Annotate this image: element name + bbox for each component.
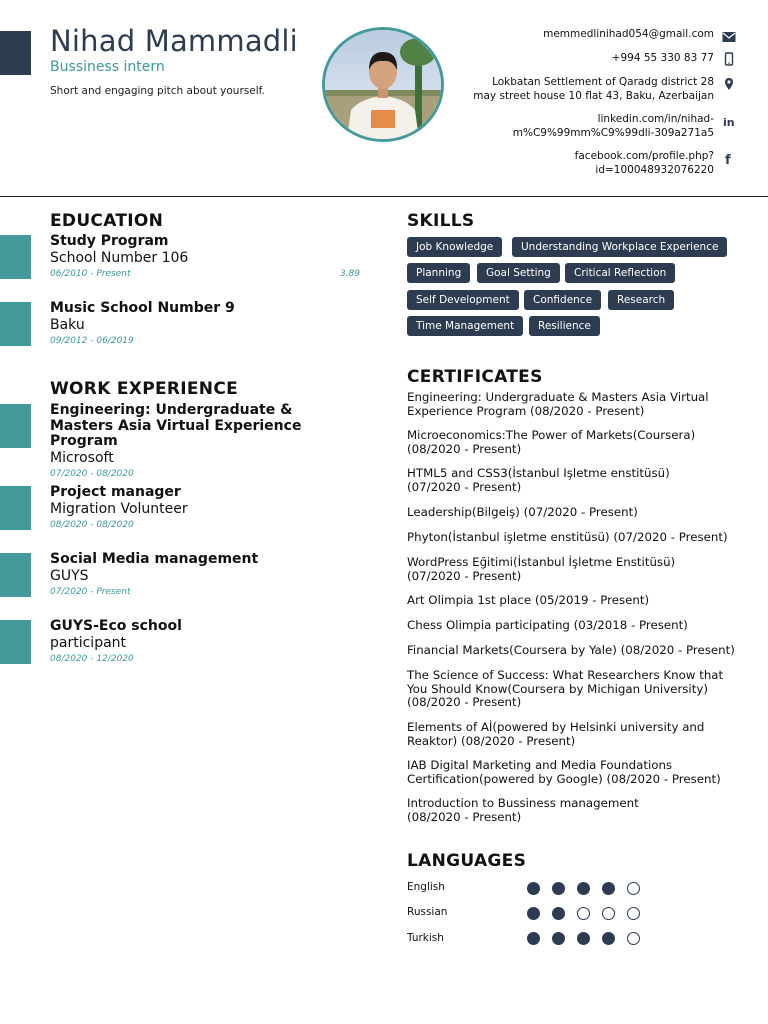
certificate-item: Chess Olimpia participating (03/2018 - Present) xyxy=(407,618,688,632)
profile-photo xyxy=(322,27,444,142)
certificate-item: Engineering: Undergraduate & Masters Asia Virtual Experience Program (08/2020 - Present) xyxy=(407,390,709,418)
education-accent-bar xyxy=(0,235,31,279)
work-accent-bar xyxy=(0,404,31,448)
skill-tag: Job Knowledge xyxy=(407,237,502,257)
education-accent-bar xyxy=(0,302,31,346)
skill-tag: Time Management xyxy=(407,316,523,336)
work-entry-organization: GUYS xyxy=(50,567,89,584)
svg-text:in: in xyxy=(723,116,735,129)
certificate-item: Microeconomics:The Power of Markets(Coursera) (08/2020 - Present) xyxy=(407,428,696,456)
certificate-item: Leadership(Bilgeiş) (07/2020 - Present) xyxy=(407,505,638,519)
work-accent-bar xyxy=(0,486,31,530)
header-divider xyxy=(0,196,768,197)
contact-linkedin-line1: linkedin.com/in/nihad- xyxy=(597,113,714,125)
contact-linkedin[interactable] xyxy=(513,113,714,140)
work-entry-title: Project manager xyxy=(50,484,181,500)
education-heading: EDUCATION xyxy=(50,211,164,231)
contact-facebook[interactable] xyxy=(575,150,714,177)
contact-facebook-line1: facebook.com/profile.php? xyxy=(574,150,714,162)
work-entry-organization: Migration Volunteer xyxy=(50,500,188,517)
work-entry-date: 07/2020 - Present xyxy=(50,586,131,597)
language-level xyxy=(527,907,640,920)
language-name: Turkish xyxy=(407,932,444,944)
certificate-item: Financial Markets(Coursera by Yale) (08/2020 - Present) xyxy=(407,643,735,657)
envelope-icon xyxy=(722,28,738,44)
candidate-pitch: Short and engaging pitch about yourself. xyxy=(50,85,265,97)
work-entry-date: 07/2020 - 08/2020 xyxy=(50,468,134,479)
candidate-name: Nihad Mammadli xyxy=(50,24,298,58)
education-entry-date: 09/2012 - 06/2019 xyxy=(50,335,134,346)
header-accent-bar xyxy=(0,31,31,75)
education-entry-gpa: 3.89 xyxy=(339,268,360,279)
education-entry-title: Music School Number 9 xyxy=(50,300,235,316)
contact-address-line1: Lokbatan Settlement of Qaradg district 28 xyxy=(492,76,714,88)
candidate-role: Bussiness intern xyxy=(50,59,165,75)
level-dot-filled xyxy=(602,882,615,895)
skill-tag: Research xyxy=(608,290,674,310)
skill-tag: Understanding Workplace Experience xyxy=(512,237,727,257)
work-experience-heading: WORK EXPERIENCE xyxy=(50,379,239,399)
level-dot-filled xyxy=(527,932,540,945)
skill-tag: Resilience xyxy=(529,316,600,336)
level-dot-empty xyxy=(577,907,590,920)
contact-facebook-line2: id=100048932076220 xyxy=(595,163,714,176)
level-dot-filled xyxy=(527,907,540,920)
level-dot-filled xyxy=(552,907,565,920)
level-dot-filled xyxy=(577,882,590,895)
location-pin-icon xyxy=(722,76,738,92)
skill-tag: Goal Setting xyxy=(477,263,560,283)
profile-photo-illustration xyxy=(325,30,441,139)
work-entry-title: Engineering: Undergraduate & Masters Asia Virtual Experience Program xyxy=(50,402,302,449)
skills-heading: SKILLS xyxy=(407,211,475,231)
contact-email[interactable]: memmedlinihad054@gmail.com xyxy=(543,28,714,40)
work-entry-date: 08/2020 - 12/2020 xyxy=(50,653,134,664)
level-dot-empty xyxy=(627,932,640,945)
education-entry xyxy=(50,301,370,346)
work-accent-bar xyxy=(0,620,31,664)
contact-address-line2: may street house 10 flat 43, Baku, Azerbaijan xyxy=(473,89,714,102)
facebook-icon xyxy=(722,151,738,167)
certificate-item: Elements of Aİ(powered by Helsinki university and Reaktor) (08/2020 - Present) xyxy=(407,720,705,748)
phone-icon xyxy=(722,51,738,67)
svg-text:f: f xyxy=(725,153,731,166)
level-dot-filled xyxy=(527,882,540,895)
work-entry-title: Social Media management xyxy=(50,551,259,567)
certificate-item: The Science of Success: What Researchers Know that You Should Know(Coursera by Michigan University) (08/2020 - Present) xyxy=(407,668,724,709)
work-entry-organization: participant xyxy=(50,634,127,651)
language-level xyxy=(527,932,640,945)
education-entry-institution: Baku xyxy=(50,316,85,333)
certificate-item: IAB Digital Marketing and Media Foundations Certification(powered by Google) (08/2020 - Present) xyxy=(407,758,721,786)
work-entry xyxy=(50,619,370,664)
linkedin-icon xyxy=(722,114,738,130)
level-dot-empty xyxy=(627,907,640,920)
level-dot-empty xyxy=(602,907,615,920)
work-entry-organization: Microsoft xyxy=(50,449,114,466)
education-entry xyxy=(50,234,370,279)
level-dot-empty xyxy=(627,882,640,895)
work-entry xyxy=(50,552,370,597)
language-name: Russian xyxy=(407,906,448,918)
education-entry-date xyxy=(50,269,370,279)
certificate-item: Phyton(İstanbul işletme enstitüsü) (07/2020 - Present) xyxy=(407,530,728,544)
skill-tag: Critical Reflection xyxy=(565,263,675,283)
education-entry-title: Study Program xyxy=(50,233,169,249)
certificate-item: WordPress Eğitimi(İstanbul İşletme Enstitüsü) (07/2020 - Present) xyxy=(407,555,676,583)
certificates-heading: CERTIFICATES xyxy=(407,367,543,387)
work-entry-date: 08/2020 - 08/2020 xyxy=(50,519,134,530)
contact-address xyxy=(473,76,714,103)
skill-tag: Self Development xyxy=(407,290,519,310)
level-dot-filled xyxy=(552,882,565,895)
work-entry xyxy=(50,485,370,530)
certificate-item: HTML5 and CSS3(İstanbul Işletme enstitüsü) (07/2020 - Present) xyxy=(407,466,670,494)
education-entry-date-range: 06/2010 - Present xyxy=(50,268,131,279)
skill-tag: Confidence xyxy=(524,290,601,310)
language-level xyxy=(527,882,640,895)
work-entry xyxy=(50,403,360,479)
certificate-item: Art Olimpia 1st place (05/2019 - Present) xyxy=(407,593,650,607)
education-entry-institution: School Number 106 xyxy=(50,249,189,266)
work-entry-title: GUYS-Eco school xyxy=(50,618,182,634)
level-dot-filled xyxy=(552,932,565,945)
level-dot-filled xyxy=(577,932,590,945)
work-accent-bar xyxy=(0,553,31,597)
contact-linkedin-line2: m%C9%99mm%C9%99dli-309a271a5 xyxy=(512,126,714,139)
contact-phone[interactable]: +994 55 330 83 77 xyxy=(611,52,714,64)
skill-tag: Planning xyxy=(407,263,470,283)
languages-heading: LANGUAGES xyxy=(407,851,527,871)
certificate-item: Introduction to Bussiness management (08/2020 - Present) xyxy=(407,796,639,824)
level-dot-filled xyxy=(602,932,615,945)
language-name: English xyxy=(407,881,445,893)
